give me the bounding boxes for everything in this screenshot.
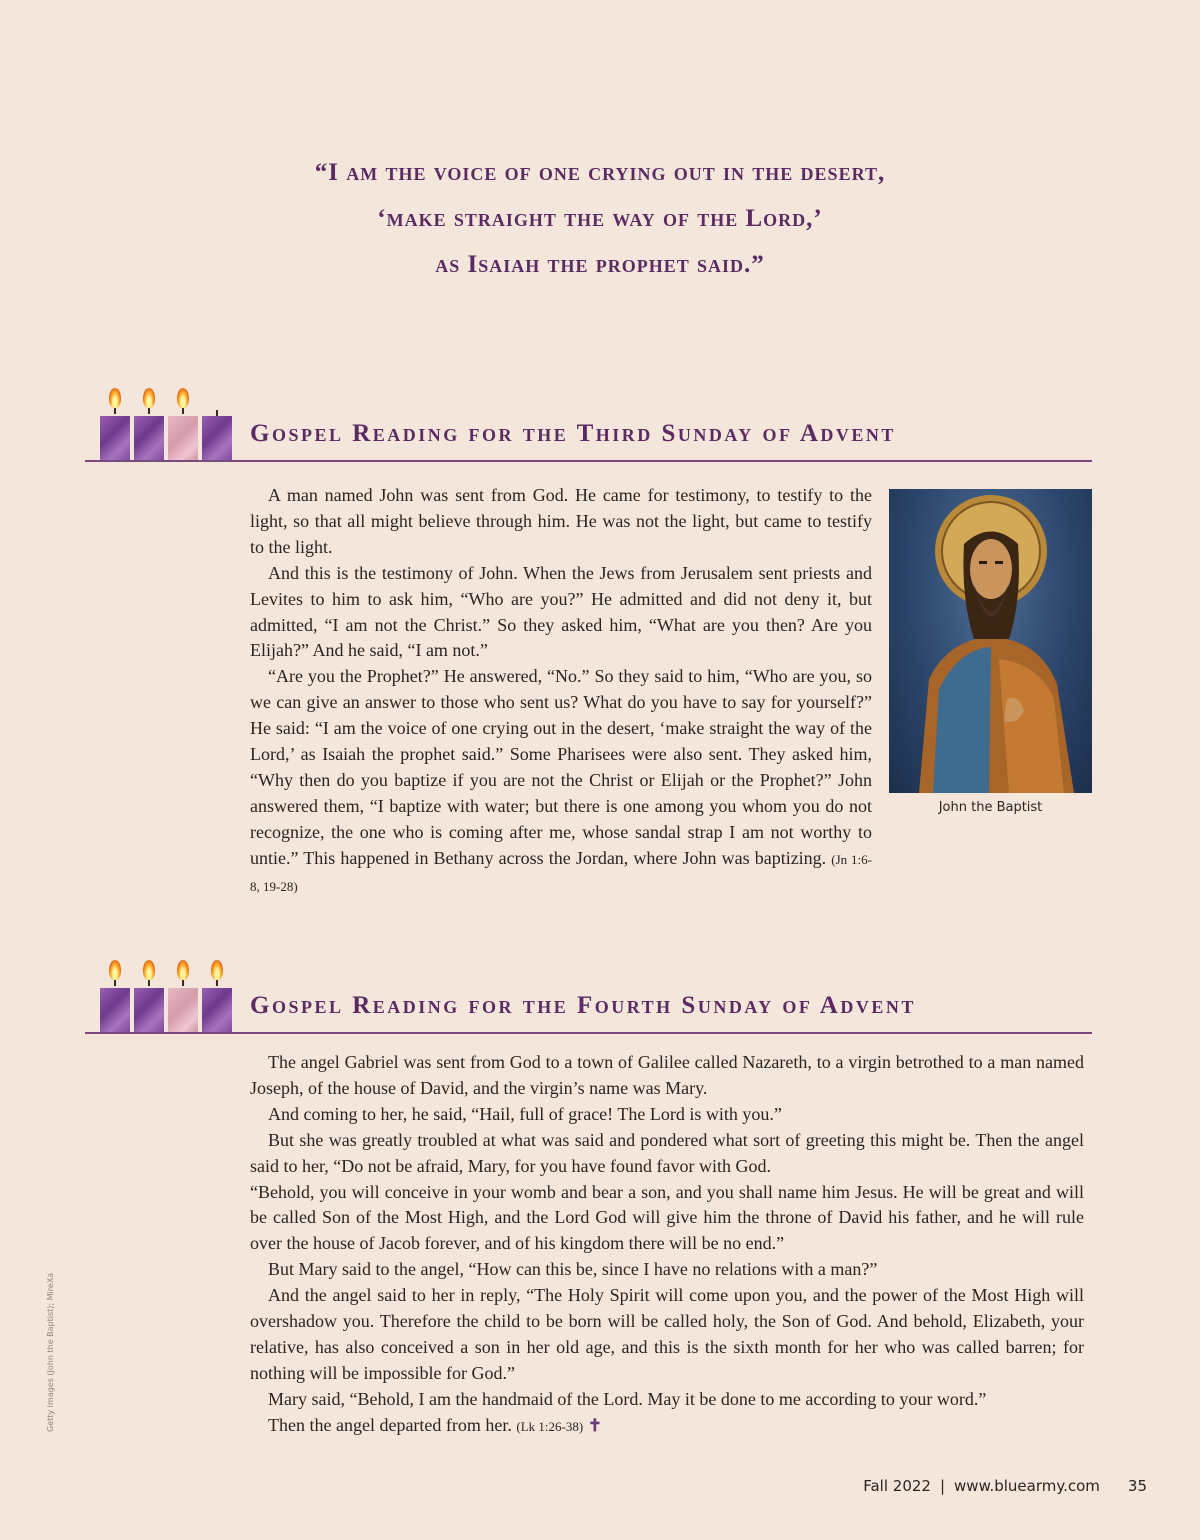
quote-line-1: “I am the voice of one crying out in the desert, [314, 159, 886, 186]
third-sunday-header [85, 382, 1092, 462]
fourth-sunday-heading: Gospel Reading for the Fourth Sunday of Advent [250, 992, 916, 1019]
fourth-paragraph-6: And the angel said to her in reply, “The Holy Spirit will come upon you, and the power of the Most High will overshadow you. Therefore the child to be born will be called holy, the Son of God. And behold, Elizabeth, your relative, has also conceived a son in her old age, and this is the sixth month for her who was called barren; for nothing will be impossible for God.” [250, 1285, 1084, 1383]
fourth-paragraph-7: Mary said, “Behold, I am the handmaid of the Lord. May it be done to me according to your word.” [268, 1388, 987, 1409]
page-number: 35 [1127, 1477, 1147, 1495]
fourth-paragraph-3: But she was greatly troubled at what was said and pondered what sort of greeting this might be. Then the angel said to her, “Do not be afraid, Mary, for you have found favor with God. [250, 1129, 1084, 1176]
section-divider [85, 1032, 1092, 1034]
fourth-paragraph-2: And coming to her, he said, “Hail, full of grace! The Lord is with you.” [268, 1103, 782, 1124]
fourth-paragraph-1: The angel Gabriel was sent from God to a town of Galilee called Nazareth, to a virgin betrothed to a man named Joseph, of the house of David, and the virgin’s name was Mary. [250, 1052, 1084, 1098]
fourth-citation: (Lk 1:26-38) [516, 1418, 584, 1434]
issue-label: Fall 2022 [863, 1477, 931, 1495]
third-paragraph-2: And this is the testimony of John. When the Jews from Jerusalem sent priests and Levites to him to ask him, “Who are you?” He admitted and did not deny it, but admitted, “I am not the Christ.” So they asked him, “What are you then? Are you Elijah?” And he said, “I am not.” [250, 562, 872, 661]
third-sunday-heading: Gospel Reading for the Third Sunday of Advent [250, 420, 896, 447]
photo-credit: Getty Images (John the Baptist); MireXa [46, 1272, 55, 1432]
third-paragraph-3: “Are you the Prophet?” He answered, “No.” So they said to him, “Who are you, so we can give an answer to those who sent us? What do you have to say for yourself?” He said: “I am the voice of one crying out in the desert, ‘make straight the way of the Lord,’ as Isaiah the prophet said.” Some Pharisees were also sent. They asked him, “Why then do you baptize if you are not the Christ or Elijah or the Prophet?” John answered them, “I baptize with water; but there is one among you whom you do not recognize, the one who is coming after me, whose sandal strap I am not worthy to untie.” This happened in Bethany across the Jordan, where John was baptizing. (Jn 1:6-8, 19-28) [250, 666, 872, 894]
fourth-sunday-reading [250, 1050, 1084, 1440]
page-footer [863, 1477, 1147, 1495]
fourth-paragraph-4: “Behold, you will conceive in your womb and bear a son, and you shall name him Jesus. He will be great and will be called Son of the Most High, and the Lord God will give him the throne of David his father, and he will rule over the house of Jacob forever, and of his kingdom there will be no end.” [250, 1181, 1084, 1254]
quote-line-3: as Isaiah the prophet said.” [435, 251, 765, 278]
website-link[interactable]: www.bluearmy.com [954, 1477, 1100, 1495]
footer-separator: | [939, 1477, 946, 1495]
fourth-paragraph-8: Then the angel departed from her. (Lk 1:26-38) ✝ [268, 1414, 602, 1435]
section-divider [85, 460, 1092, 462]
quote-line-2: ‘make straight the way of the Lord,’ [377, 205, 823, 232]
advent-candles-three-lit-icon [100, 384, 250, 462]
advent-candles-four-lit-icon [100, 956, 250, 1034]
third-citation: (Jn 1:6-8, 19-28) [250, 851, 872, 894]
pull-quote [0, 150, 1200, 288]
image-caption: John the Baptist [938, 800, 1043, 815]
cross-icon: ✝ [587, 1415, 602, 1435]
john-the-baptist-icon-image [889, 489, 1092, 793]
third-sunday-reading [250, 483, 872, 900]
fourth-paragraph-5: But Mary said to the angel, “How can this be, since I have no relations with a man?” [268, 1259, 878, 1280]
third-paragraph-1: A man named John was sent from God. He came for testimony, to testify to the light, so that all might believe through him. He was not the light, but came to testify to the light. [250, 485, 872, 557]
fourth-sunday-header [85, 954, 1092, 1034]
